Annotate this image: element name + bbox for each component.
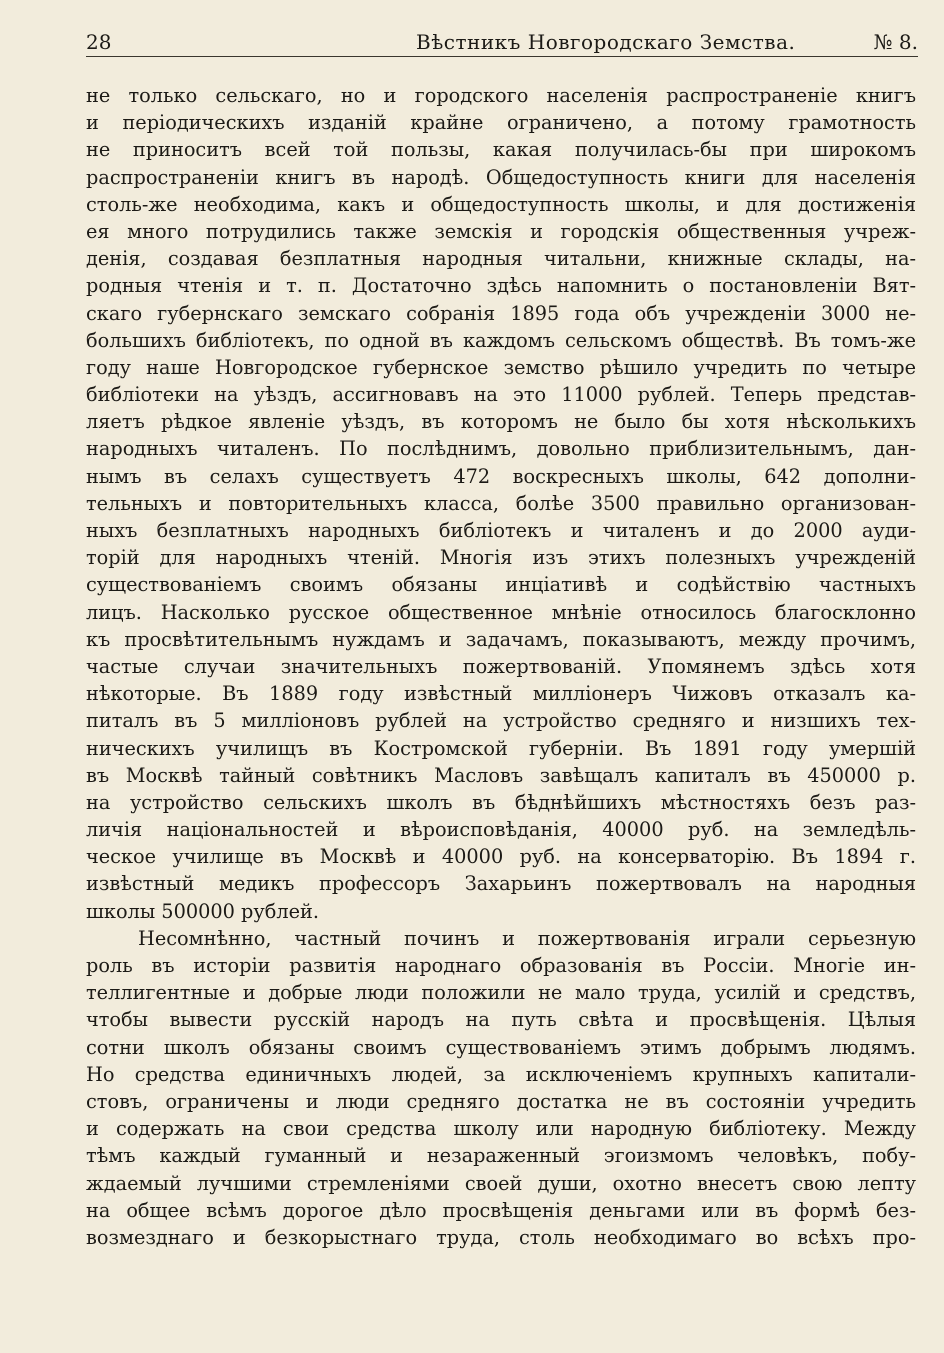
text-line: не приноситъ всей той пользы, какая получилась-бы при широкомъ	[86, 138, 916, 162]
text-line: существованіемъ своимъ обязаны инціативѣ и содѣйствію частныхъ	[86, 573, 916, 597]
text-line: чтобы вывести русскій народъ на путь свѣта и просвѣщенія. Цѣлыя	[86, 1008, 916, 1032]
text-line: столь-же необходима, какъ и общедоступность школы, и для достиженія	[86, 192, 916, 216]
journal-title: Вѣстникъ Новгородскаго Земства.	[416, 30, 796, 54]
text-line: ждаемый лучшими стремленіями своей души, охотно внесетъ свою лепту	[86, 1171, 916, 1195]
text-line: на общее всѣмъ дорогое дѣло просвѣщенія деньгами или въ формѣ без-	[86, 1198, 916, 1222]
text-line: извѣстный медикъ профессоръ Захарьинъ пожертвовалъ на народныя	[86, 872, 916, 896]
text-line: ныхъ безплатныхъ народныхъ библіотекъ и читаленъ и до 2000 ауди-	[86, 519, 916, 542]
text-line: тельныхъ и повторительныхъ класса, болѣе 3500 правильно организован-	[86, 491, 916, 515]
text-line: денія, создавая безплатныя народныя читальни, книжные склады, на-	[86, 247, 916, 271]
text-line: распространеніи книгъ въ народѣ. Общедоступность книги для населенія	[86, 165, 916, 189]
running-header	[86, 26, 918, 56]
text-line: и періодическихъ изданій крайне ограничено, а потому грамотность	[86, 111, 916, 135]
text-line: теллигентные и добрые люди положили не мало труда, усилій и средствъ,	[86, 981, 916, 1005]
paragraph-start-line: Несомнѣнно, частный починъ и пожертвованія играли серьезную	[138, 926, 916, 950]
text-line: нѣкоторые. Въ 1889 году извѣстный милліонеръ Чижовъ отказалъ ка-	[86, 682, 916, 706]
text-line: большихъ библіотекъ, по одной въ каждомъ сельскомъ обществѣ. Въ томъ-же	[86, 328, 916, 352]
text-line: на устройство сельскихъ школъ въ бѣднѣйшихъ мѣстностяхъ безъ раз-	[86, 790, 916, 814]
text-line: личія національностей и вѣроисповѣданія, 40000 руб. на земледѣль-	[86, 818, 916, 842]
issue-number: № 8.	[873, 30, 918, 54]
text-line: народныхъ читаленъ. По послѣднимъ, довольно приблизительнымъ, дан-	[86, 437, 916, 461]
text-line: нымъ въ селахъ существуетъ 472 воскресныхъ школы, 642 дополни-	[86, 464, 916, 488]
text-line: въ Москвѣ тайный совѣтникъ Масловъ завѣщалъ капиталъ въ 450000 р.	[86, 763, 916, 787]
text-line: не только сельскаго, но и городского населенія распространеніе книгъ	[86, 84, 916, 107]
text-line: роль въ исторіи развитія народнаго образованія въ Россіи. Многіе ин-	[86, 954, 916, 977]
body-text	[86, 82, 916, 1251]
text-line: къ просвѣтительнымъ нуждамъ и задачамъ, показываютъ, между прочимъ,	[86, 627, 916, 651]
text-line: и содержать на свои средства школу или народную библіотеку. Между	[86, 1117, 916, 1141]
text-line: ческое училище въ Москвѣ и 40000 руб. на консерваторію. Въ 1894 г.	[86, 845, 916, 869]
paragraph-end-line: школы 500000 рублей.	[86, 899, 319, 923]
text-line: Но средства единичныхъ людей, за исключеніемъ крупныхъ капитали-	[86, 1062, 916, 1086]
text-line: питалъ въ 5 милліоновъ рублей на устройство средняго и низшихъ тех-	[86, 709, 916, 733]
text-line: лицъ. Насколько русское общественное мнѣніе относилось благосклонно	[86, 600, 916, 624]
text-line: возмезднаго и безкорыстнаго труда, столь необходимаго во всѣхъ про-	[86, 1225, 916, 1249]
text-line: ея много потрудились также земскія и городскія общественныя учреж-	[86, 219, 916, 243]
text-line: году наше Новгородское губернское земство рѣшило учредить по четыре	[86, 355, 916, 379]
text-line: частые случаи значительныхъ пожертвованій. Упомянемъ здѣсь хотя	[86, 654, 916, 678]
text-line: библіотеки на уѣздъ, ассигновавъ на это 11000 рублей. Теперь представ-	[86, 383, 916, 407]
text-line: тѣмъ каждый гуманный и незараженный эгоизмомъ человѣкъ, побу-	[86, 1144, 916, 1168]
text-line: стовъ, ограничены и люди средняго достатка не въ состояніи учредить	[86, 1089, 916, 1113]
header-rule	[86, 56, 918, 57]
text-line: скаго губернскаго земскаго собранія 1895 года объ учрежденіи 3000 не-	[86, 301, 916, 325]
text-line: торій для народныхъ чтеній. Многія изъ этихъ полезныхъ учрежденій	[86, 546, 916, 570]
text-line: родныя чтенія и т. п. Достаточно здѣсь напомнить о постановленіи Вят-	[86, 274, 916, 298]
text-line: ническихъ училищъ въ Костромской губерніи. Въ 1891 году умершій	[86, 736, 916, 760]
page-number: 28	[86, 30, 112, 54]
text-line: сотни школъ обязаны своимъ существованіемъ этимъ добрымъ людямъ.	[86, 1035, 916, 1059]
text-line: ляетъ рѣдкое явленіе уѣздъ, въ которомъ не было бы хотя нѣсколькихъ	[86, 410, 916, 434]
